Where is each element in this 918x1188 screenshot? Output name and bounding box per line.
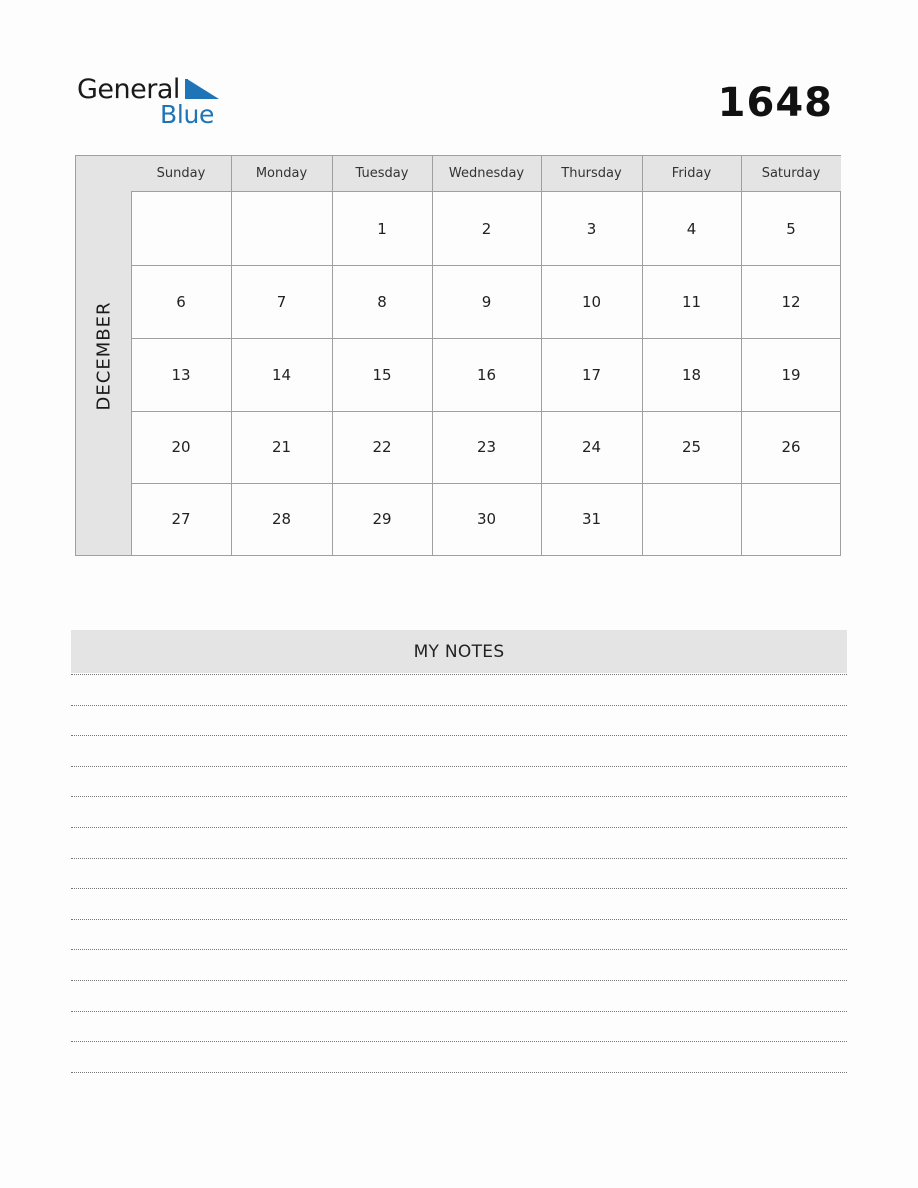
day-cell: 22: [372, 438, 392, 456]
grid-divider: [131, 265, 841, 266]
grid-divider: [432, 156, 433, 555]
note-line[interactable]: [71, 827, 847, 828]
note-line[interactable]: [71, 1041, 847, 1042]
day-cell: 21: [271, 438, 292, 456]
weekday-header-monday: Monday: [231, 156, 332, 192]
day-cell: 31: [581, 510, 602, 528]
day-cell: 15: [372, 365, 392, 384]
day-cell: [131, 192, 231, 265]
logo-text-general: General: [77, 74, 180, 105]
note-line[interactable]: [71, 919, 847, 920]
notes-header: MY NOTES: [71, 630, 847, 673]
day-cell: 16: [476, 365, 497, 384]
day-cell: 14: [271, 365, 292, 384]
day-cell: 5: [786, 219, 796, 238]
note-line[interactable]: [71, 796, 847, 797]
day-cell: 6: [176, 292, 186, 311]
day-cell: 1: [377, 219, 387, 238]
day-cell: 4: [686, 219, 697, 238]
day-cell: 7: [276, 292, 287, 311]
day-cell: 23: [476, 438, 497, 456]
day-cell: 17: [581, 365, 602, 384]
weekday-header-tuesday: Tuesday: [332, 156, 432, 192]
note-line[interactable]: [71, 735, 847, 736]
note-line[interactable]: [71, 980, 847, 981]
day-cell: [741, 483, 841, 555]
grid-divider: [131, 483, 841, 484]
grid-divider: [741, 156, 742, 555]
weekday-header-wednesday: Wednesday: [432, 156, 541, 192]
day-cell: 18: [681, 365, 702, 384]
day-cell: 20: [171, 438, 191, 456]
logo-text-blue: Blue: [160, 100, 215, 129]
day-cell: 27: [171, 510, 191, 528]
day-cell: 8: [377, 292, 387, 311]
day-cell: 26: [781, 438, 801, 456]
day-cell: 25: [681, 438, 702, 456]
note-line[interactable]: [71, 766, 847, 767]
note-line[interactable]: [71, 888, 847, 889]
month-column: [76, 156, 132, 555]
weekday-header-saturday: Saturday: [741, 156, 841, 192]
weekday-header-friday: Friday: [642, 156, 741, 192]
grid-divider: [231, 156, 232, 555]
grid-divider: [131, 338, 841, 339]
weekday-header-sunday: Sunday: [131, 156, 231, 192]
grid-divider: [332, 156, 333, 555]
note-line[interactable]: [71, 858, 847, 859]
day-cell: 9: [481, 292, 492, 311]
day-cell: 12: [781, 292, 801, 311]
day-cell: 13: [171, 365, 191, 384]
day-cell: 10: [581, 292, 602, 311]
calendar-grid: [75, 155, 841, 556]
weekday-header-thursday: Thursday: [541, 156, 642, 192]
note-line[interactable]: [71, 1072, 847, 1073]
day-cell: 24: [581, 438, 602, 456]
day-cell: 30: [476, 510, 497, 528]
day-cell: [231, 192, 332, 265]
note-line[interactable]: [71, 674, 847, 675]
day-cell: 3: [586, 219, 597, 238]
year-title: 1648: [717, 80, 833, 126]
grid-divider: [642, 156, 643, 555]
note-line[interactable]: [71, 1011, 847, 1012]
day-cell: 29: [372, 510, 392, 528]
day-cell: 19: [781, 365, 801, 384]
day-cell: 2: [481, 219, 492, 238]
grid-divider: [131, 411, 841, 412]
grid-divider: [541, 156, 542, 555]
logo-triangle-icon-shape: [187, 79, 219, 99]
note-line[interactable]: [71, 949, 847, 950]
brand-logo: [77, 74, 227, 130]
day-cell: [642, 483, 741, 555]
day-cell: 11: [681, 292, 702, 311]
month-label: DECEMBER: [93, 301, 115, 411]
day-cell: 28: [271, 510, 292, 528]
note-line[interactable]: [71, 705, 847, 706]
